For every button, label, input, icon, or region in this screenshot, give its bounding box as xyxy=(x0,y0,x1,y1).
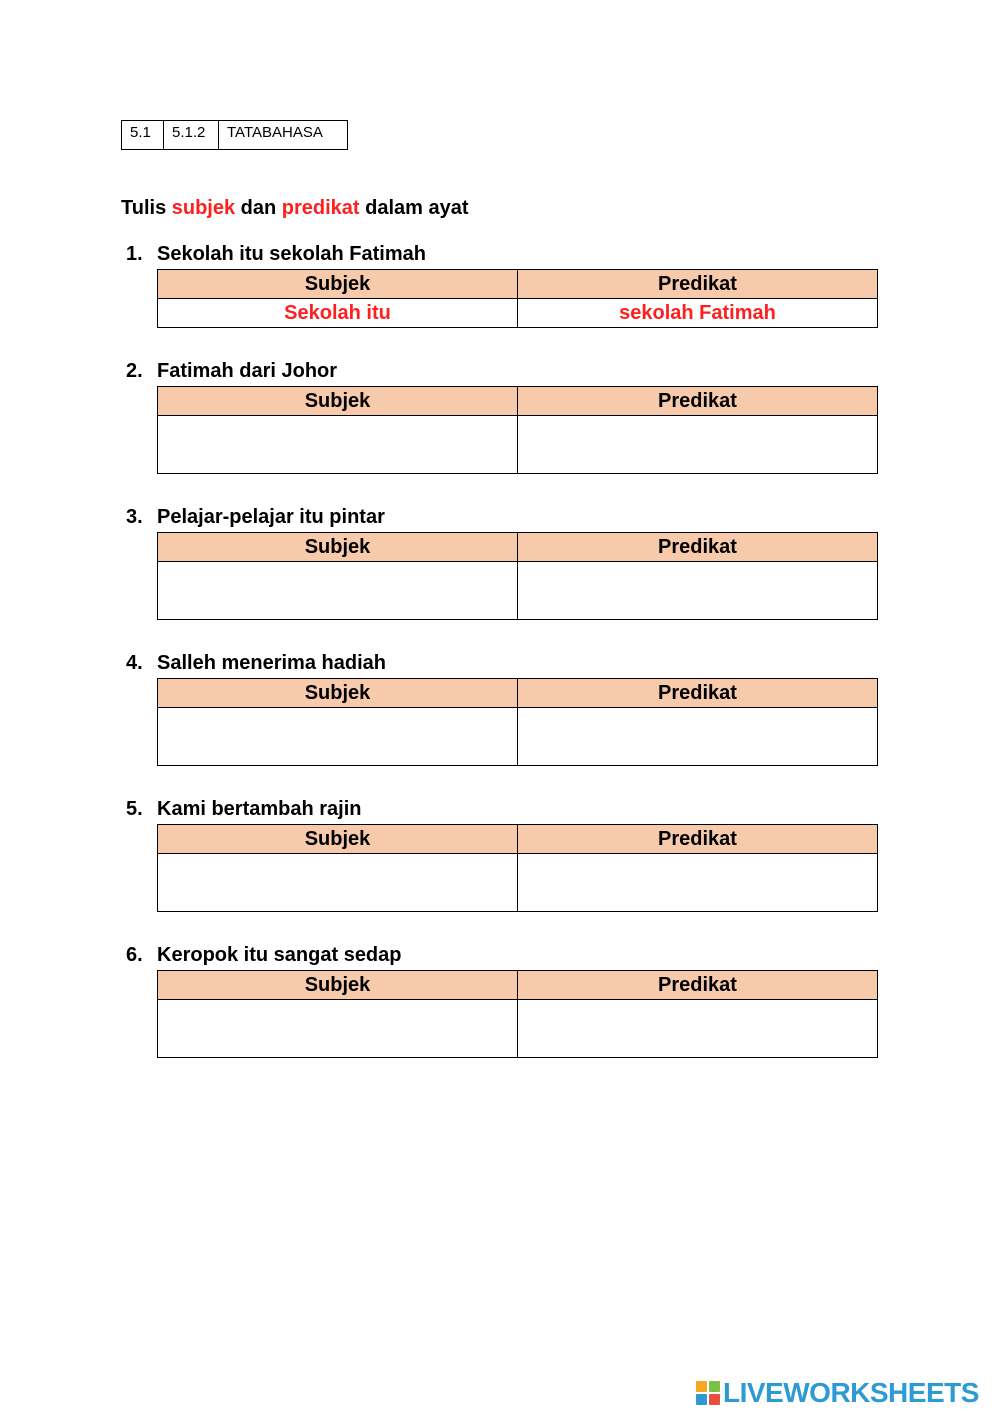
answer-table xyxy=(157,532,878,620)
subject-answer-cell[interactable] xyxy=(158,1000,518,1058)
question-2 xyxy=(126,357,878,474)
question-number: 5. xyxy=(126,798,143,820)
question-1 xyxy=(126,240,878,328)
question-5 xyxy=(126,795,878,912)
subject-header: Subjek xyxy=(158,679,518,708)
subject-header: Subjek xyxy=(158,825,518,854)
question-sentence: Salleh menerima hadiah xyxy=(157,652,386,674)
liveworksheets-logo xyxy=(696,1377,979,1409)
question-title xyxy=(126,357,878,386)
subject-header: Subjek xyxy=(158,270,518,299)
subject-answer-cell[interactable] xyxy=(158,708,518,766)
instruction-predikat: predikat xyxy=(281,197,360,219)
predicate-header: Predikat xyxy=(518,825,878,854)
question-3 xyxy=(126,503,878,620)
question-number: 4. xyxy=(126,652,143,674)
predicate-header: Predikat xyxy=(518,387,878,416)
predicate-header: Predikat xyxy=(518,679,878,708)
code-cell-topic: TATABAHASA xyxy=(219,121,348,150)
question-4 xyxy=(126,649,878,766)
question-title xyxy=(126,795,878,824)
question-sentence: Pelajar-pelajar itu pintar xyxy=(157,506,385,528)
question-number: 6. xyxy=(126,944,143,966)
answer-table xyxy=(157,824,878,912)
instruction-text xyxy=(121,197,469,220)
question-number: 2. xyxy=(126,360,143,382)
topic-code-table xyxy=(121,120,348,150)
subject-answer-cell[interactable] xyxy=(158,416,518,474)
subject-header: Subjek xyxy=(158,533,518,562)
subject-answer-cell[interactable] xyxy=(158,562,518,620)
predicate-answer-cell[interactable]: sekolah Fatimah xyxy=(518,299,878,328)
predicate-header: Predikat xyxy=(518,971,878,1000)
predicate-header: Predikat xyxy=(518,270,878,299)
question-sentence: Kami bertambah rajin xyxy=(157,798,362,820)
instruction-part-2: dan xyxy=(235,197,282,219)
question-title xyxy=(126,941,878,970)
predicate-answer-cell[interactable] xyxy=(518,562,878,620)
subject-header: Subjek xyxy=(158,971,518,1000)
answer-table xyxy=(157,970,878,1058)
answer-table xyxy=(157,678,878,766)
instruction-part-3: dalam ayat xyxy=(359,197,469,219)
predicate-header: Predikat xyxy=(518,533,878,562)
code-cell-subsection: 5.1.2 xyxy=(164,121,219,150)
question-number: 1. xyxy=(126,243,143,265)
predicate-answer-cell[interactable] xyxy=(518,416,878,474)
answer-table xyxy=(157,269,878,328)
subject-answer-cell[interactable]: Sekolah itu xyxy=(158,299,518,328)
question-title xyxy=(126,240,878,269)
predicate-answer-cell[interactable] xyxy=(518,854,878,912)
question-sentence: Sekolah itu sekolah Fatimah xyxy=(157,243,426,265)
question-title xyxy=(126,649,878,678)
question-title xyxy=(126,503,878,532)
subject-answer-cell[interactable] xyxy=(158,854,518,912)
answer-table xyxy=(157,386,878,474)
instruction-subjek: subjek xyxy=(171,197,236,219)
question-sentence: Fatimah dari Johor xyxy=(157,360,338,382)
logo-text: LIVEWORKSHEETS xyxy=(723,1377,979,1408)
question-sentence: Keropok itu sangat sedap xyxy=(157,944,402,966)
question-number: 3. xyxy=(126,506,143,528)
question-6 xyxy=(126,941,878,1058)
liveworksheets-mark-icon xyxy=(696,1381,720,1405)
code-cell-section: 5.1 xyxy=(122,121,164,150)
subject-header: Subjek xyxy=(158,387,518,416)
predicate-answer-cell[interactable] xyxy=(518,708,878,766)
predicate-answer-cell[interactable] xyxy=(518,1000,878,1058)
instruction-part-1: Tulis xyxy=(121,197,172,219)
